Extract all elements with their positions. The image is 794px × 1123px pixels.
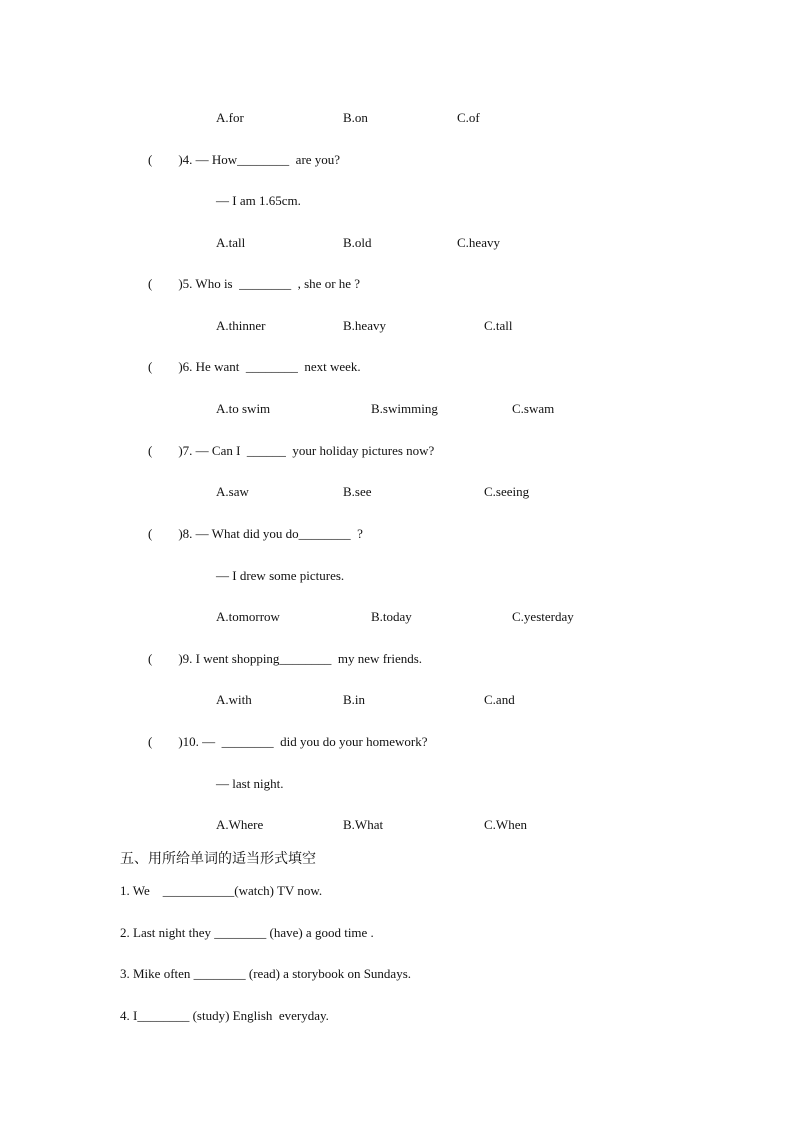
q10-option-a: A.Where <box>216 817 264 832</box>
q9-stem: ( )9. I went shopping________ my new friends. <box>148 651 423 666</box>
q10-option-b: B.What <box>343 817 384 832</box>
q4-option-b: B.old <box>343 235 372 250</box>
q7-stem: ( )7. — Can I ______ your holiday pictures now? <box>148 443 435 458</box>
q6-stem: ( )6. He want ________ next week. <box>148 359 361 374</box>
fill-item-3: 3. Mike often ________ (read) a storybook on Sundays. <box>120 966 412 981</box>
fill-item-2: 2. Last night they ________ (have) a good time . <box>120 925 374 940</box>
q10-stem: ( )10. — ________ did you do your homework? <box>148 734 428 749</box>
q5-stem: ( )5. Who is ________ , she or he ? <box>148 276 361 291</box>
section-heading: 五、用所给单词的适当形式填空 <box>120 851 316 867</box>
q5-option-a: A.thinner <box>216 318 266 333</box>
q6-option-b: B.swimming <box>371 401 438 416</box>
q6-option-c: C.swam <box>512 401 555 416</box>
q8-stem: ( )8. — What did you do________ ? <box>148 526 363 541</box>
q3-option-c: C.of <box>457 110 480 125</box>
q10-option-c: C.When <box>484 817 527 832</box>
q8-option-a: A.tomorrow <box>216 609 280 624</box>
q5-option-c: C.tall <box>484 318 513 333</box>
q10-reply: — last night. <box>216 776 284 791</box>
q3-option-b: B.on <box>343 110 368 125</box>
q6-option-a: A.to swim <box>216 401 271 416</box>
q8-option-c: C.yesterday <box>512 609 574 624</box>
q9-option-a: A.with <box>216 692 252 707</box>
fill-item-4: 4. I________ (study) English everyday. <box>120 1008 329 1023</box>
q4-option-c: C.heavy <box>457 235 500 250</box>
q3-option-a: A.for <box>216 110 244 125</box>
q9-option-b: B.in <box>343 692 366 707</box>
q4-reply: — I am 1.65cm. <box>216 193 301 208</box>
q9-option-c: C.and <box>484 692 515 707</box>
q7-option-a: A.saw <box>216 484 249 499</box>
fill-item-1: 1. We ___________(watch) TV now. <box>120 883 323 898</box>
q7-option-b: B.see <box>343 484 372 499</box>
q4-stem: ( )4. — How________ are you? <box>148 152 341 167</box>
q5-option-b: B.heavy <box>343 318 386 333</box>
q8-option-b: B.today <box>371 609 412 624</box>
q7-option-c: C.seeing <box>484 484 530 499</box>
q8-reply: — I drew some pictures. <box>216 568 345 583</box>
q4-option-a: A.tall <box>216 235 246 250</box>
